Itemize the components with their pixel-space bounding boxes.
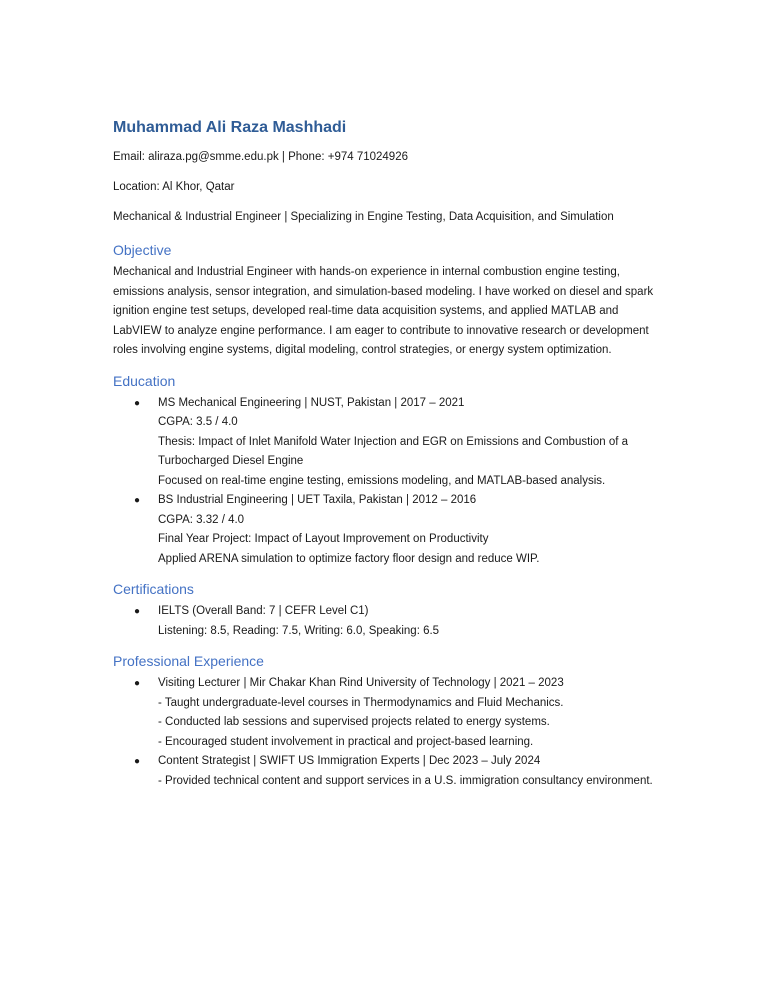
experience-line: - Provided technical content and support services in a U.S. immigration consultancy environment.	[158, 774, 653, 787]
contact-line: Email: aliraza.pg@smme.edu.pk | Phone: +974 71024926	[113, 151, 408, 163]
objective-text: Mechanical and Industrial Engineer with hands-on experience in internal combustion engine testing, emissions analysis, sensor integration, and simulation-based modeling. I have worked on diesel and spark ignition engine test setups, developed real-time data acquisition systems, and applied MATLAB and LabVIEW to analyze engine performance. I am eager to contribute to innovative research or development roles involving engine systems, digital modeling, control strategies, or energy system optimization.	[113, 266, 654, 356]
certification-line: Listening: 8.5, Reading: 7.5, Writing: 6.0, Speaking: 6.5	[158, 624, 440, 637]
experience-title: Professional Experience	[113, 653, 264, 669]
bullet-icon: ●	[134, 606, 141, 617]
education-line: Applied ARENA simulation to optimize factory floor design and reduce WIP.	[158, 552, 540, 565]
experience-line: - Conducted lab sessions and supervised projects related to energy systems.	[158, 716, 550, 728]
education-line: Thesis: Impact of Inlet Manifold Water Injection and EGR on Emissions and Combustion of a Turbocharged Diesel Engine	[158, 435, 629, 467]
experience-line: - Taught undergraduate-level courses in Thermodynamics and Fluid Mechanics.	[158, 696, 564, 709]
bullet-icon: ●	[134, 495, 141, 506]
objective-section	[113, 240, 658, 361]
education-section	[113, 371, 658, 570]
education-line: CGPA: 3.32 / 4.0	[158, 513, 245, 526]
experience-line: - Encouraged student involvement in practical and project-based learning.	[158, 735, 534, 748]
experience-item	[113, 752, 658, 791]
objective-title: Objective	[113, 242, 172, 258]
bullet-icon: ●	[134, 678, 141, 689]
experience-section	[113, 651, 658, 791]
location-line: Location: Al Khor, Qatar	[113, 181, 235, 193]
bullet-icon: ●	[134, 756, 141, 767]
education-line: CGPA: 3.5 / 4.0	[158, 416, 238, 428]
education-heading: MS Mechanical Engineering | NUST, Pakistan | 2017 – 2021	[158, 396, 465, 409]
experience-list	[113, 674, 658, 791]
certifications-list	[113, 602, 658, 641]
education-title: Education	[113, 372, 176, 389]
experience-item	[113, 674, 658, 752]
candidate-name: Muhammad Ali Raza Mashhadi	[113, 119, 347, 136]
certifications-title: Certifications	[113, 581, 194, 597]
education-item	[113, 491, 658, 569]
certifications-section	[113, 579, 658, 641]
experience-heading: Content Strategist | SWIFT US Immigration Experts | Dec 2023 – July 2024	[158, 755, 541, 767]
certification-item	[113, 602, 658, 641]
headline: Mechanical & Industrial Engineer | Specializing in Engine Testing, Data Acquisition, and Simulation	[113, 211, 614, 223]
bullet-icon: ●	[134, 397, 141, 409]
certification-heading: IELTS (Overall Band: 7 | CEFR Level C1)	[158, 605, 369, 617]
education-heading: BS Industrial Engineering | UET Taxila, Pakistan | 2012 – 2016	[158, 494, 477, 506]
education-line: Focused on real-time engine testing, emissions modeling, and MATLAB-based analysis.	[158, 474, 606, 487]
education-line: Final Year Project: Impact of Layout Improvement on Productivity	[158, 533, 489, 545]
education-item	[113, 394, 658, 492]
resume-page	[113, 118, 658, 801]
experience-heading: Visiting Lecturer | Mir Chakar Khan Rind University of Technology | 2021 – 2023	[158, 677, 564, 689]
education-list	[113, 394, 658, 570]
